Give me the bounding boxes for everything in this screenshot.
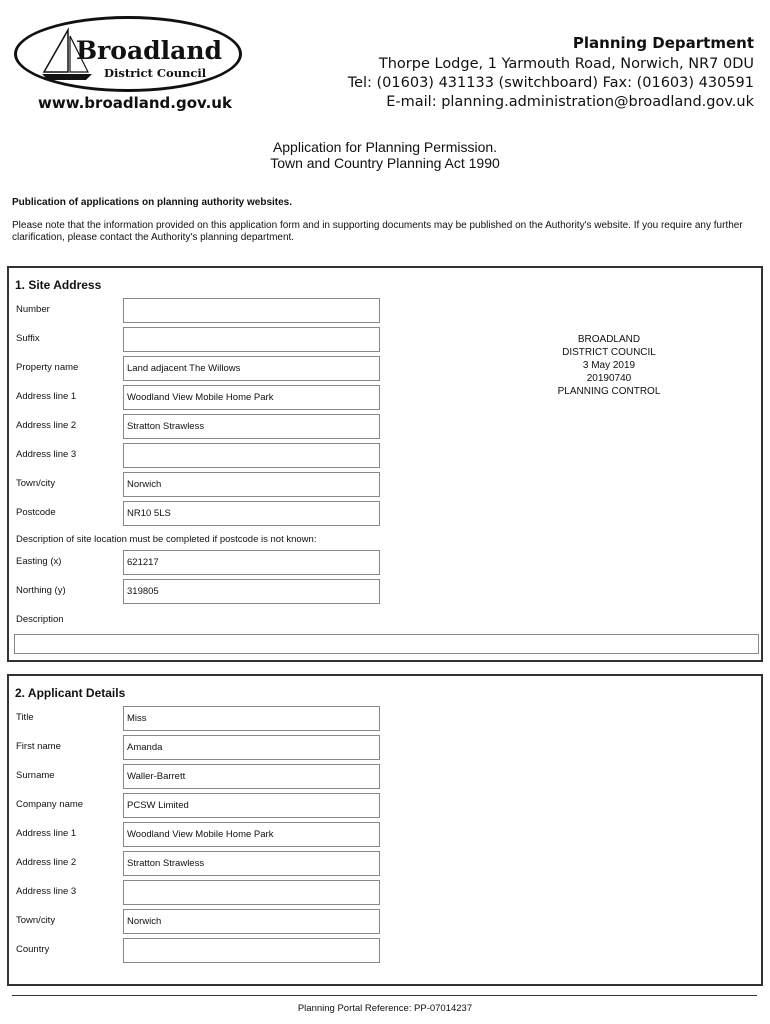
- website-link[interactable]: www.broadland.gov.uk: [38, 94, 232, 112]
- publication-heading: Publication of applications on planning authority websites.: [12, 197, 293, 208]
- title-label: Title: [16, 712, 34, 723]
- stamp-line: BROADLAND: [577, 334, 641, 345]
- applicant-details-section: [7, 674, 763, 986]
- location-note: Description of site location must be completed if postcode is not known:: [16, 534, 317, 545]
- stamp-line: 20190740: [586, 373, 632, 384]
- address-line-1-label: Address line 1: [16, 391, 77, 402]
- first-name-label: First name: [16, 741, 61, 752]
- suffix-label: Suffix: [16, 333, 40, 344]
- number-field[interactable]: [123, 298, 380, 323]
- description-field[interactable]: [14, 634, 759, 654]
- company-name-field[interactable]: PCSW Limited: [123, 793, 380, 818]
- department-phone: Tel: (01603) 431133 (switchboard) Fax: (01603) 430591: [347, 75, 754, 91]
- address-line-2-label: Address line 2: [16, 420, 77, 431]
- property-name-label: Property name: [16, 362, 79, 373]
- northing-label: Northing (y): [16, 585, 66, 596]
- address-line-3-field[interactable]: [123, 443, 380, 468]
- address-line-2-label: Address line 2: [16, 857, 77, 868]
- suffix-field[interactable]: [123, 327, 380, 352]
- northing-field[interactable]: 319805: [123, 579, 380, 604]
- surname-field[interactable]: Waller-Barrett: [123, 764, 380, 789]
- title-line-2: Town and Country Planning Act 1990: [270, 155, 500, 171]
- address-line-1-field[interactable]: Woodland View Mobile Home Park: [123, 822, 380, 847]
- surname-label: Surname: [16, 770, 55, 781]
- received-stamp: [529, 333, 689, 398]
- council-logo: [10, 8, 250, 118]
- town-label: Town/city: [16, 915, 56, 926]
- number-label: Number: [16, 304, 50, 315]
- easting-label: Easting (x): [16, 556, 62, 567]
- department-title: Planning Department: [572, 34, 754, 52]
- department-contact: [348, 34, 754, 112]
- postcode-field[interactable]: NR10 5LS: [123, 501, 380, 526]
- stamp-line: 3 May 2019: [582, 360, 636, 371]
- town-field[interactable]: Norwich: [123, 472, 380, 497]
- property-name-field[interactable]: Land adjacent The Willows: [123, 356, 380, 381]
- title-field[interactable]: Miss: [123, 706, 380, 731]
- address-line-3-label: Address line 3: [16, 886, 77, 897]
- logo-name: Broadland: [76, 36, 223, 65]
- town-field[interactable]: Norwich: [123, 909, 380, 934]
- stamp-line: PLANNING CONTROL: [557, 386, 661, 397]
- section-heading: 2. Applicant Details: [15, 686, 126, 700]
- document-title: [0, 139, 770, 171]
- country-field[interactable]: [123, 938, 380, 963]
- address-line-2-field[interactable]: Stratton Strawless: [123, 414, 380, 439]
- publication-text: Please note that the information provided on this application form and in supporting documents may be published on the Authority's website. If you require any further clarification, please contact the Authority's planning department.: [12, 220, 743, 243]
- town-label: Town/city: [16, 478, 56, 489]
- address-line-1-label: Address line 1: [16, 828, 77, 839]
- stamp-line: DISTRICT COUNCIL: [562, 347, 656, 358]
- address-line-3-field[interactable]: [123, 880, 380, 905]
- department-address: Thorpe Lodge, 1 Yarmouth Road, Norwich, NR7 0DU: [378, 56, 754, 72]
- portal-reference: Planning Portal Reference: PP-07014237: [297, 1003, 473, 1014]
- first-name-field[interactable]: Amanda: [123, 735, 380, 760]
- postcode-label: Postcode: [16, 507, 56, 518]
- address-line-2-field[interactable]: Stratton Strawless: [123, 851, 380, 876]
- section-heading: 1. Site Address: [15, 278, 102, 292]
- description-label: Description: [16, 614, 64, 625]
- footer-divider: [12, 995, 757, 996]
- country-label: Country: [16, 944, 50, 955]
- site-address-section: [7, 266, 763, 662]
- address-line-3-label: Address line 3: [16, 449, 77, 460]
- title-line-1: Application for Planning Permission.: [272, 139, 498, 155]
- company-name-label: Company name: [16, 799, 84, 810]
- address-line-1-field[interactable]: Woodland View Mobile Home Park: [123, 385, 380, 410]
- department-email[interactable]: E-mail: planning.administration@broadland.gov.uk: [386, 94, 754, 110]
- easting-field[interactable]: 621217: [123, 550, 380, 575]
- logo-subtitle: District Council: [104, 66, 207, 80]
